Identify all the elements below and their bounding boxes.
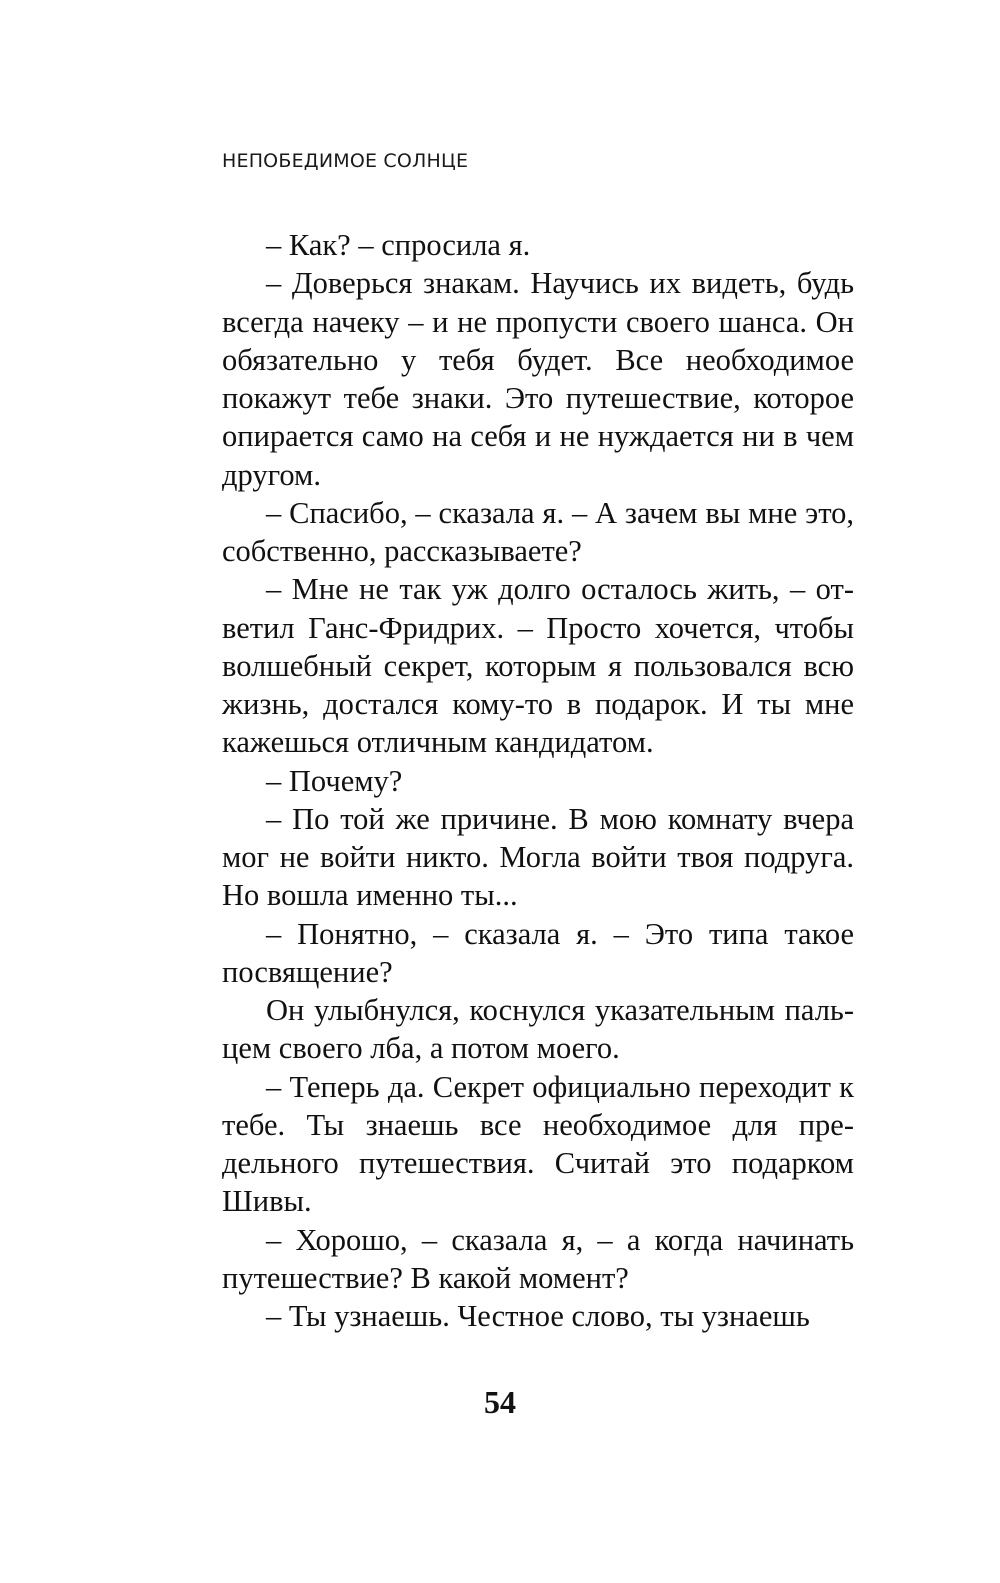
paragraph: – Спасибо, – сказала я. – А зачем вы мне это, собственно, рассказываете? <box>222 495 854 568</box>
paragraph: Он улыбнулся, коснулся указательным пальцем своего лба, а потом моего. <box>222 993 854 1066</box>
paragraph: – Мне не так уж долго осталось жить, – ответил Ганс-Фридрих. – Просто хочется, чтобы волшебный секрет, которым я пользовался всю жизнь, достался кому-то в подарок. И ты мне кажешься отличным кандидатом. <box>222 572 854 760</box>
paragraph: – Как? – спросила я. <box>266 228 531 262</box>
paragraph: – Теперь да. Секрет официально переходит к тебе. Ты знаешь все необходимое для предельного путешествия. Считай это подарком Шивы. <box>222 1069 854 1219</box>
paragraph: – По той же причине. В мою комнату вчера мог не войти никто. Могла войти твоя подруга. Но вошла именно ты... <box>222 801 854 913</box>
paragraph: – Хорошо, – сказала я, – а когда начинать путешествие? В какой момент? <box>222 1222 854 1295</box>
paragraph: – Доверься знакам. Научись их видеть, будь всегда начеку – и не пропусти своего шанса. Он обязательно у тебя будет. Все необходимое покажут тебе знаки. Это путешествие, которое опирается само на себя и не нуждается ни в чем другом. <box>222 266 854 492</box>
body-text <box>222 226 854 1335</box>
paragraph: – Ты узнаешь. Честное слово, ты узнаешь <box>266 1299 810 1333</box>
running-header: НЕПОБЕДИМОЕ СОЛНЦЕ <box>222 150 469 172</box>
paragraph: – Понятно, – сказала я. – Это типа такое посвящение? <box>222 916 854 989</box>
paragraph: – Почему? <box>266 763 403 798</box>
page-number: 54 <box>484 1384 516 1420</box>
